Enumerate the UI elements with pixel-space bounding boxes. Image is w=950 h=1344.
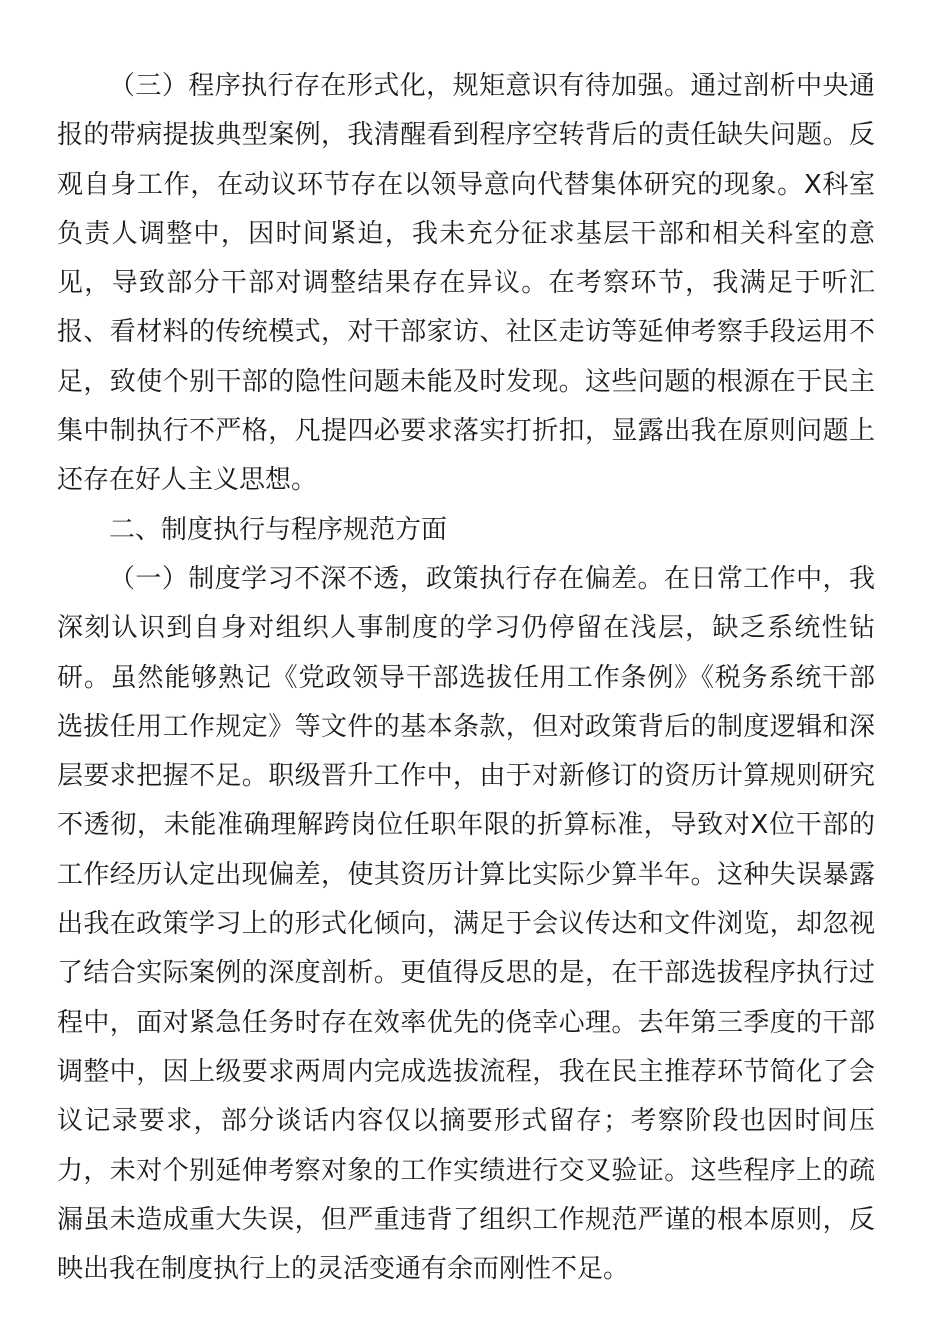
document-page (57, 62, 875, 1294)
section-heading-institution-execution: 二、制度执行与程序规范方面 (109, 514, 448, 545)
paragraph-institution-study: （一）制度学习不深不透，政策执行存在偏差。在日常工作中，我深刻认识到自身对组织人事制度的学习仍停留在浅层，缺乏系统性钻研。虽然能够熟记《党政领导干部选拔任用工作条例》《税务系统干部选拔任用工作规定》等文件的基本条款，但对政策背后的制度逻辑和深层要求把握不足。职级晋升工作中，由于对新修订的资历计算规则研究不透彻，未能准确理解跨岗位任职年限的折算标准，导致对X位干部的工作经历认定出现偏差，使其资历计算比实际少算半年。这种失误暴露出我在政策学习上的形式化倾向，满足于会议传达和文件浏览，却忽视了结合实际案例的深度剖析。更值得反思的是，在干部选拔程序执行过程中，面对紧急任务时存在效率优先的侥幸心理。去年第三季度的干部调整中，因上级要求两周内完成选拔流程，我在民主推荐环节简化了会议记录要求，部分谈话内容仅以摘要形式留存；考察阶段也因时间压力，未对个别延伸考察对象的工作实绩进行交叉验证。这些程序上的疏漏虽未造成重大失误，但严重违背了组织工作规范严谨的根本原则，反映出我在制度执行上的灵活变通有余而刚性不足。 (57, 563, 875, 1285)
paragraph-procedure-formalism: （三）程序执行存在形式化，规矩意识有待加强。通过剖析中央通报的带病提拔典型案例，我清醒看到程序空转背后的责任缺失问题。反观自身工作，在动议环节存在以领导意向代替集体研究的现象。X科室负责人调整中，因时间紧迫，我未充分征求基层干部和相关科室的意见，导致部分干部对调整结果存在异议。在考察环节，我满足于听汇报、看材料的传统模式，对干部家访、社区走访等延伸考察手段运用不足，致使个别干部的隐性问题未能及时发现。这些问题的根源在于民主集中制执行不严格，凡提四必要求落实打折扣，显露出我在原则问题上还存在好人主义思想。 (57, 71, 875, 496)
